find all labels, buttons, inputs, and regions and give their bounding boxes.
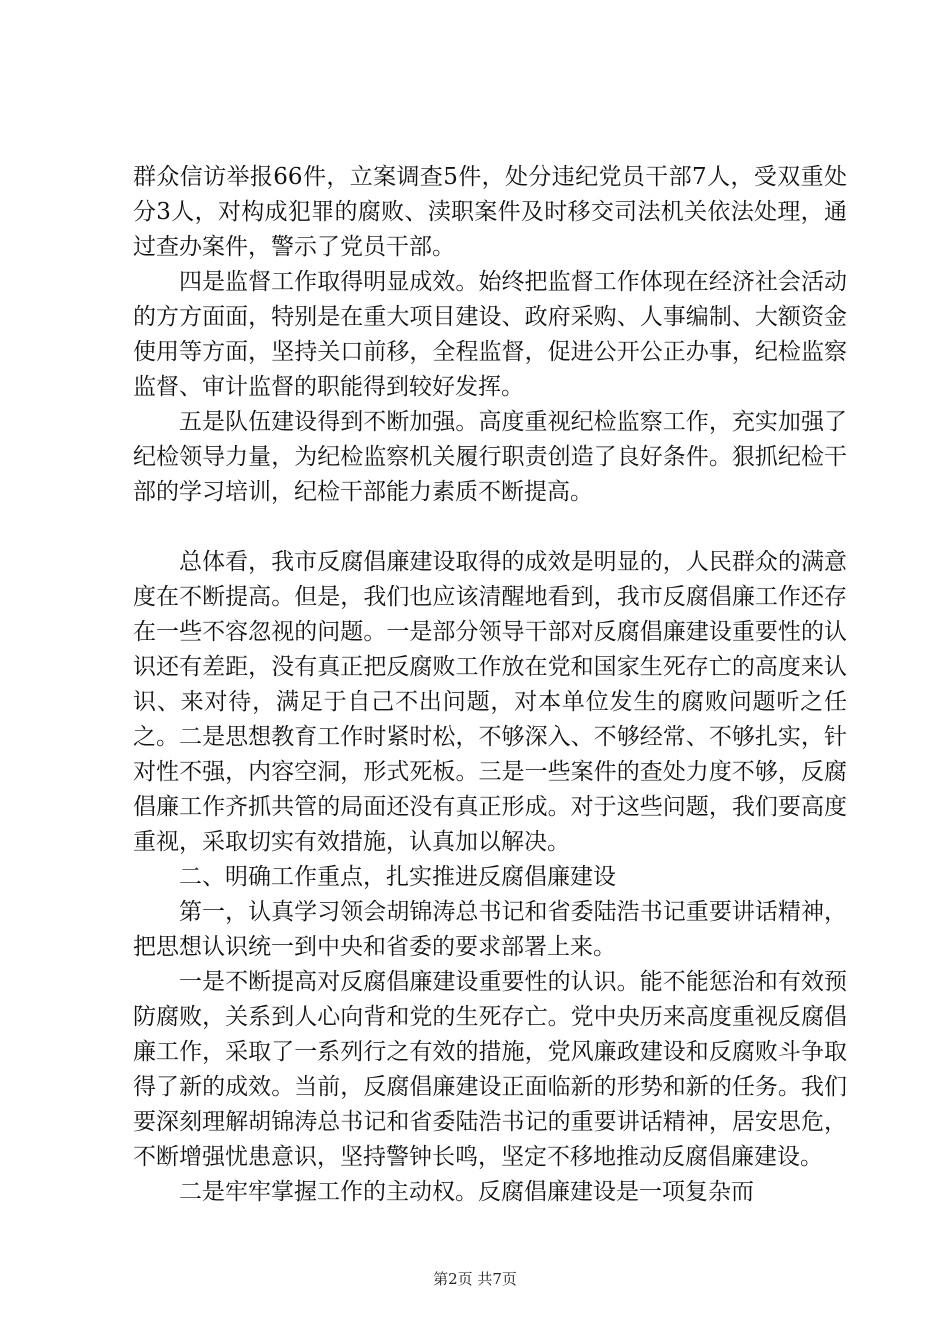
paragraph-initiative: 二是牢牢掌握工作的主动权。反腐倡廉建设是一项复杂而 bbox=[179, 1179, 754, 1205]
paragraph-case-stats: 群众信访举报66件，立案调查5件，处分违纪党员干部7人，受双重处分3人，对构成犯罪的腐败、渎职案件及时移交司法机关依法处理，通过查办案件，警示了党员干部。 bbox=[133, 164, 847, 260]
page-number: 第2页 共7页 bbox=[433, 1270, 517, 1288]
section-heading-2: 二、明确工作重点，扎实推进反腐倡廉建设 bbox=[179, 864, 616, 890]
paragraph-first-point: 第一，认真学习领会胡锦涛总书记和省委陆浩书记重要讲话精神，把思想认识统一到中央和省委的要求部署上来。 bbox=[133, 899, 847, 960]
paragraph-team-building: 五是队伍建设得到不断加强。高度重视纪检监察工作，充实加强了纪检领导力量，为纪检监察机关履行职责创造了良好条件。狠抓纪检干部的学习培训，纪检干部能力素质不断提高。 bbox=[133, 409, 847, 505]
paragraph-supervision: 四是监督工作取得明显成效。始终把监督工作体现在经济社会活动的方方面面，特别是在重大项目建设、政府采购、人事编制、大额资金使用等方面，坚持关口前移，全程监督，促进公开公正办事，纪检监察监督、审计监督的职能得到较好发挥。 bbox=[133, 269, 847, 400]
document-body bbox=[133, 160, 847, 1210]
paragraph-overall-assessment: 总体看，我市反腐倡廉建设取得的成效是明显的，人民群众的满意度在不断提高。但是，我们也应该清醒地看到，我市反腐倡廉工作还存在一些不容忽视的问题。一是部分领导干部对反腐倡廉建设重要性的认识还有差距，没有真正把反腐败工作放在党和国家生死存亡的高度来认识、来对待，满足于自己不出问题，对本单位发生的腐败问题听之任之。二是思想教育工作时紧时松，不够深入、不够经常、不够扎实，针对性不强，内容空洞，形式死板。三是一些案件的查处力度不够，反腐倡廉工作齐抓共管的局面还没有真正形成。对于这些问题，我们要高度重视，采取切实有效措施，认真加以解决。 bbox=[133, 549, 847, 855]
paragraph-awareness: 一是不断提高对反腐倡廉建设重要性的认识。能不能惩治和有效预防腐败，关系到人心向背和党的生死存亡。党中央历来高度重视反腐倡廉工作，采取了一系列行之有效的措施，党风廉政建设和反腐败斗争取得了新的成效。当前，反腐倡廉建设正面临新的形势和新的任务。我们要深刻理解胡锦涛总书记和省委陆浩书记的重要讲话精神，居安思危，不断增强忧患意识，坚持警钟长鸣，坚定不移地推动反腐倡廉建设。 bbox=[133, 969, 847, 1170]
